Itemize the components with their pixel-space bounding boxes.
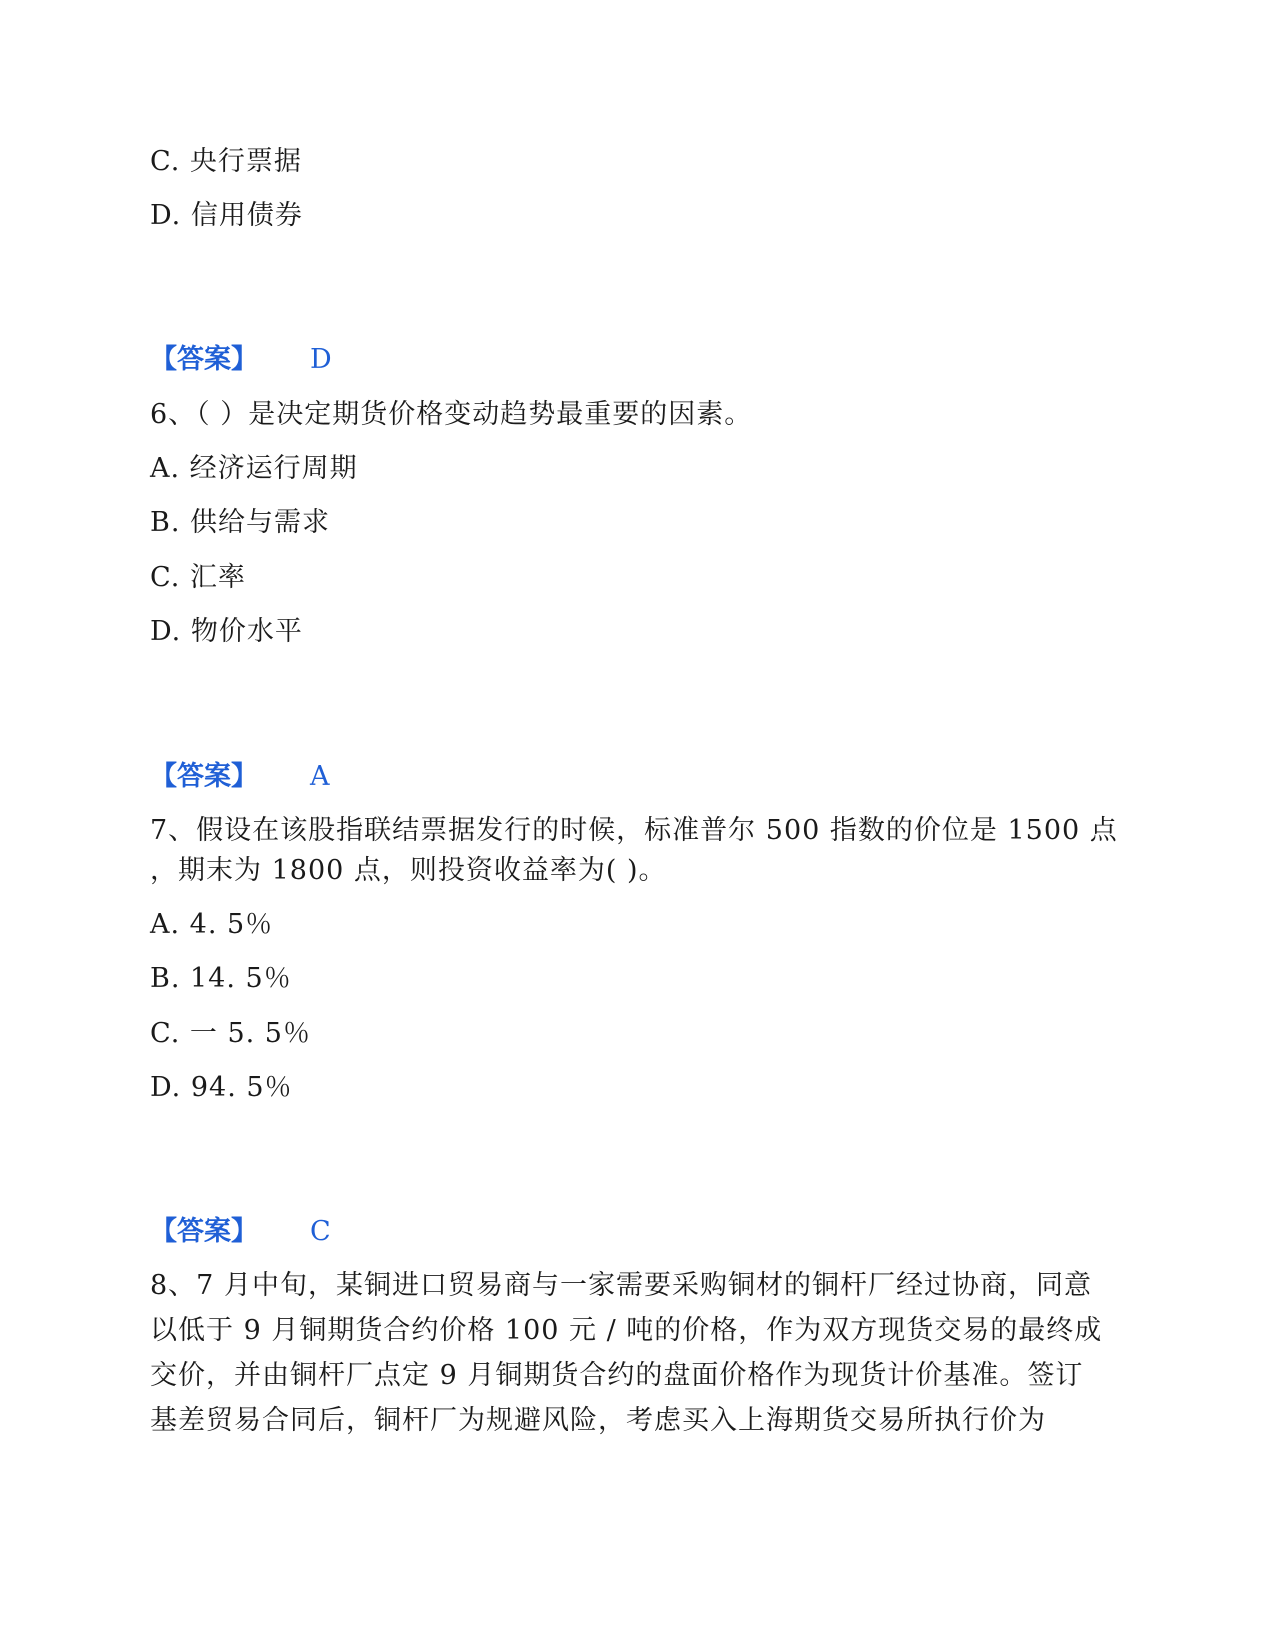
- question-7-stem-line2: ，期末为 1800 点，则投资收益率为( )。: [150, 855, 667, 886]
- answer-label: 【答案】: [150, 344, 258, 375]
- answer-q5: [150, 343, 332, 377]
- option-a-q6: A. 经济运行周期: [150, 453, 358, 484]
- option-c-q5: C. 央行票据: [150, 146, 302, 177]
- answer-label: 【答案】: [150, 761, 258, 792]
- option-c-q7: C. 一 5. 5％: [150, 1018, 311, 1049]
- answer-value: A: [310, 761, 330, 792]
- option-c-q6: C. 汇率: [150, 562, 246, 593]
- question-8-line: 8、7 月中旬，某铜进口贸易商与一家需要采购铜材的铜杆厂经过协商，同意: [150, 1270, 1092, 1301]
- option-a-q7: A. 4. 5％: [150, 909, 274, 940]
- question-8-stem: [150, 1263, 1110, 1443]
- question-6-stem: 6、（ ）是决定期货价格变动趋势最重要的因素。: [150, 399, 753, 430]
- answer-label: 【答案】: [150, 1216, 258, 1247]
- answer-q7: [150, 1215, 331, 1249]
- option-b-q7: B. 14. 5％: [150, 963, 292, 994]
- question-8-line: 以低于 9 月铜期货合约价格 100 元 / 吨的价格，作为双方现货交易的最终成: [150, 1315, 1103, 1346]
- question-7-stem-line1: 7、假设在该股指联结票据发行的时候，标准普尔 500 指数的价位是 1500 点: [150, 815, 1118, 846]
- answer-value: C: [310, 1216, 331, 1247]
- answer-q6: [150, 760, 330, 794]
- option-d-q7: D. 94. 5％: [150, 1072, 293, 1103]
- option-d-q6: D. 物价水平: [150, 616, 303, 647]
- question-8-line: 基差贸易合同后，铜杆厂为规避风险，考虑买入上海期货交易所执行价为: [150, 1405, 1046, 1436]
- question-8-line: 交价，并由铜杆厂点定 9 月铜期货合约的盘面价格作为现货计价基准。签订: [150, 1360, 1084, 1391]
- answer-value: D: [310, 344, 332, 375]
- option-b-q6: B. 供给与需求: [150, 507, 331, 538]
- option-d-q5: D. 信用债券: [150, 200, 303, 231]
